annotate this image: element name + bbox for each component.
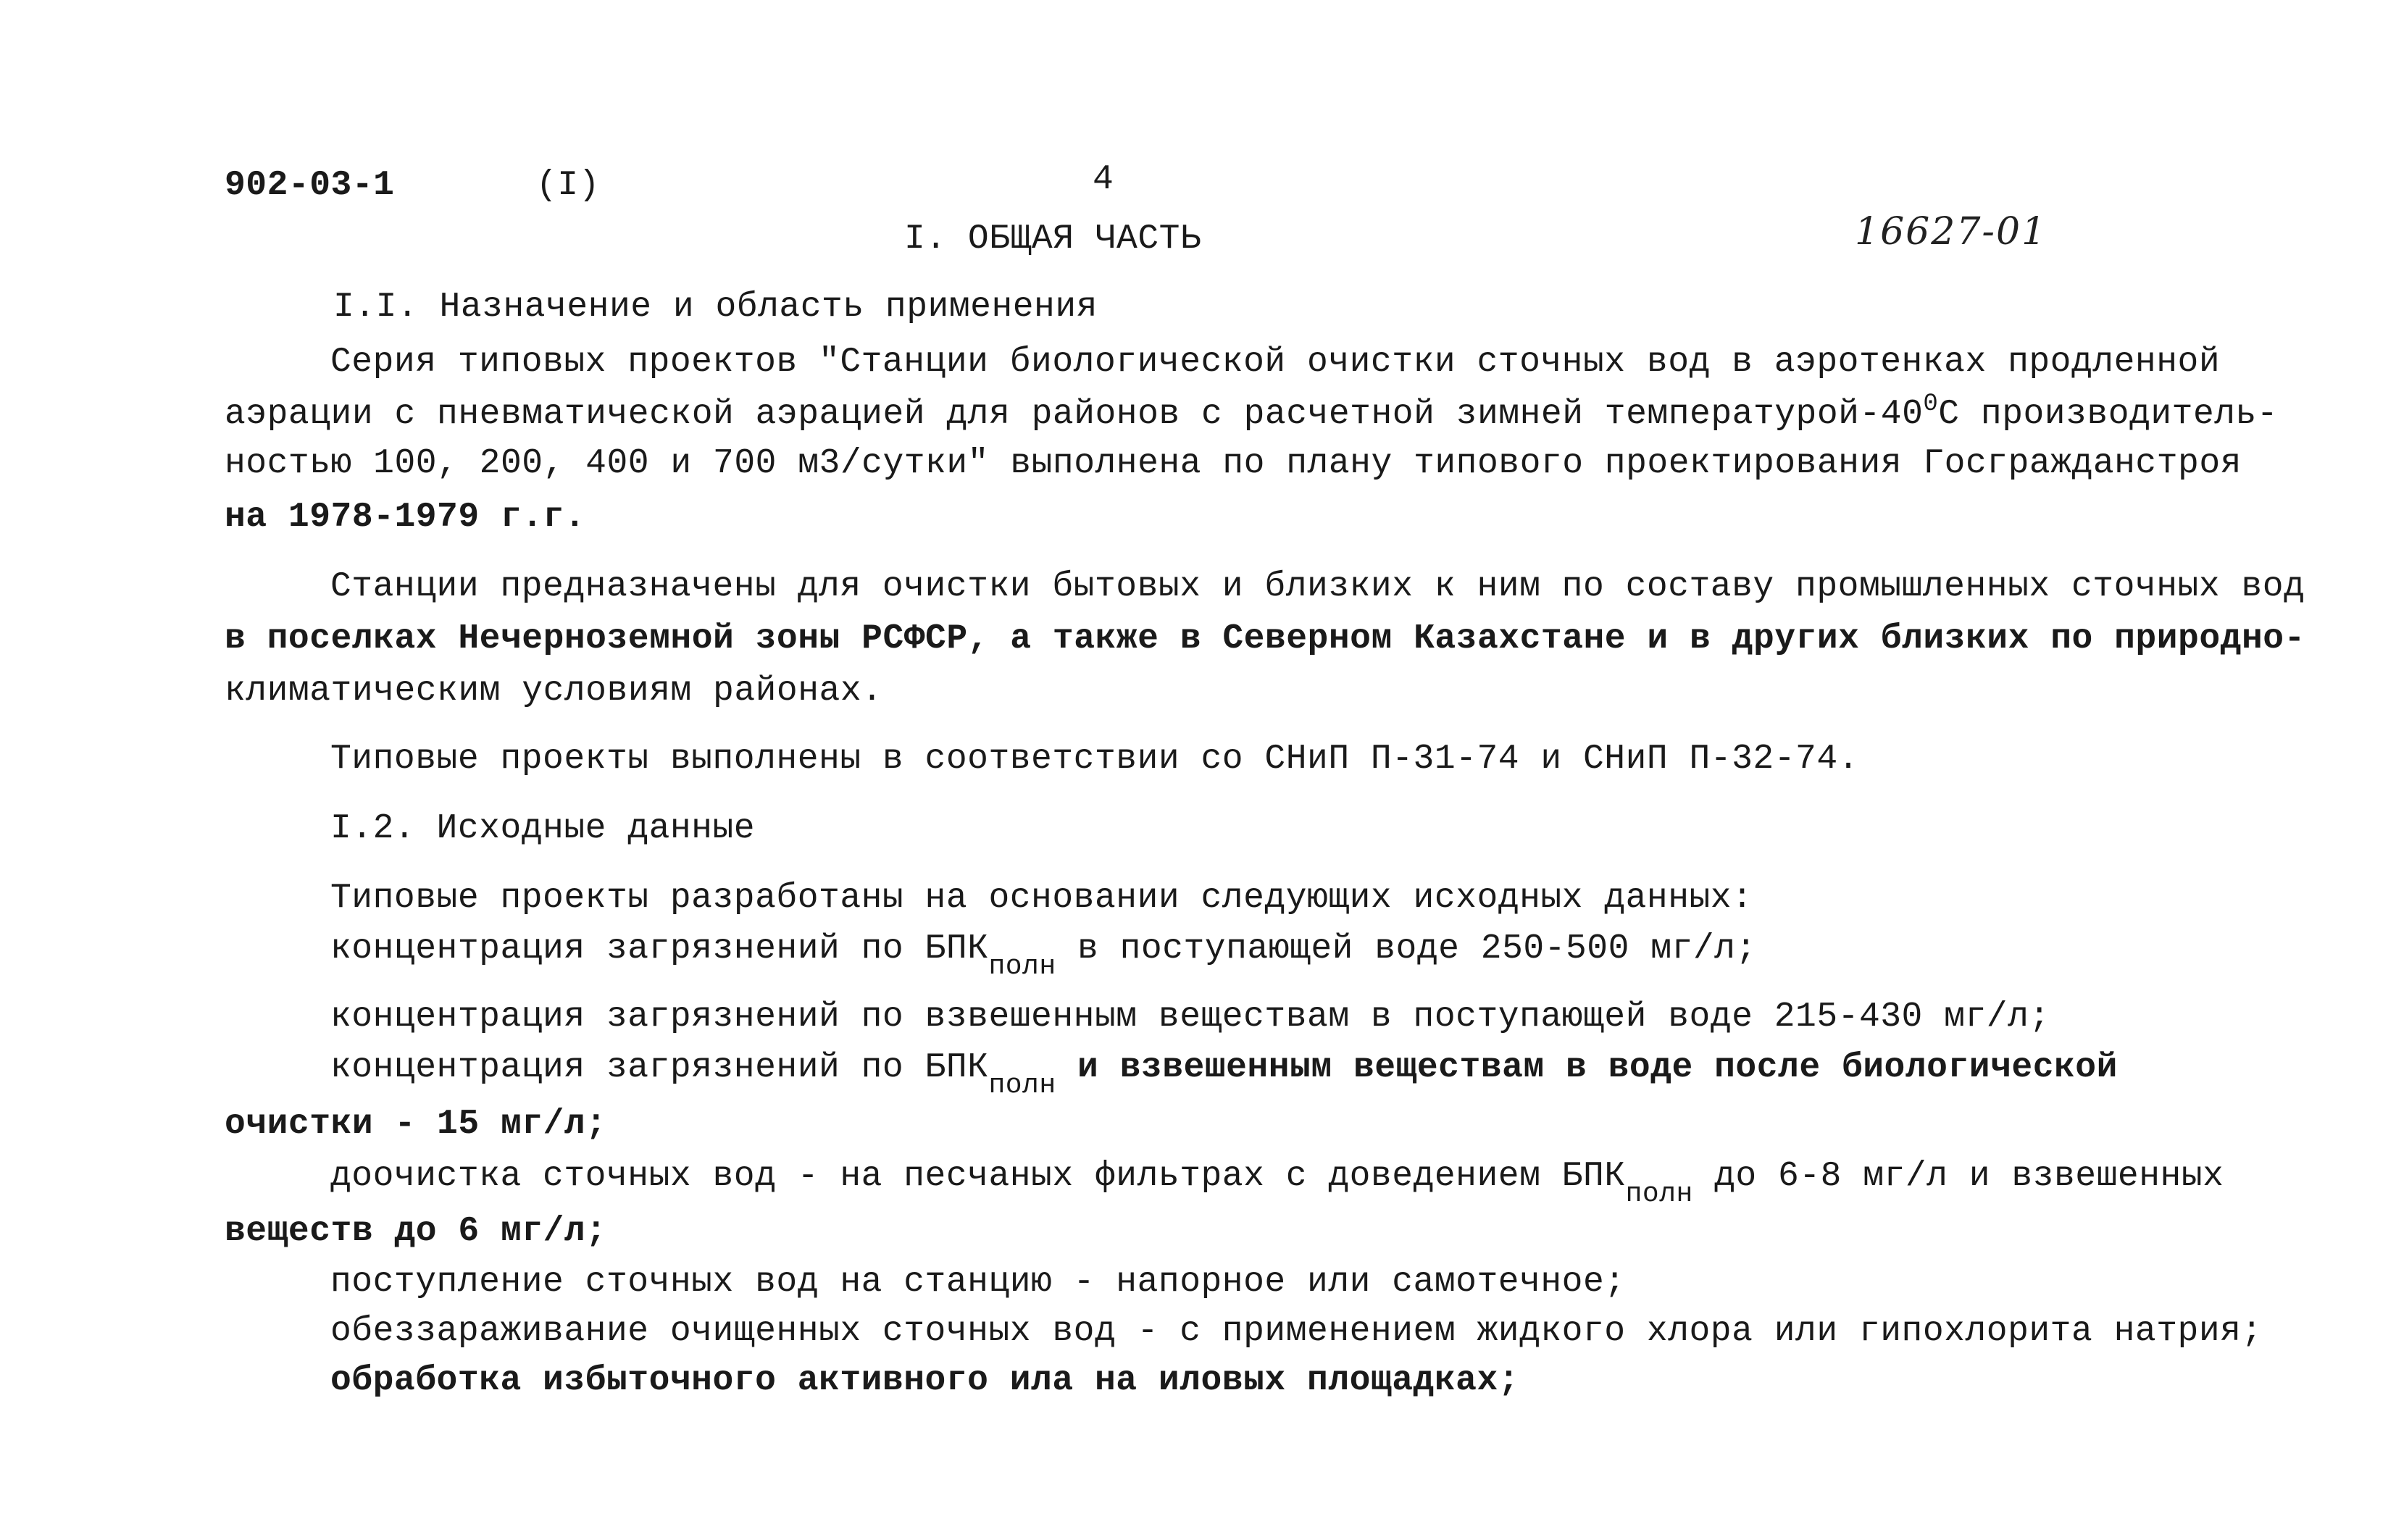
section-title: I. ОБЩАЯ ЧАСТЬ (904, 219, 1202, 259)
doc-code: 902-03-1 (225, 166, 395, 205)
page-number: 4 (1093, 160, 1114, 199)
paragraph-1-line-2 (225, 390, 2279, 434)
item-1-subscript: полн (988, 951, 1056, 982)
item-3-text: концентрация загрязнений по БПК (330, 1048, 989, 1087)
item-1-text-end: в поступающей воде 250-500 мг/л; (1056, 929, 1757, 968)
section-1-1-heading: I.I. Назначение и область применения (333, 288, 1098, 327)
item-1 (330, 929, 1757, 982)
paragraph-3: Типовые проекты выполнены в соответствии со СНиП П-31-74 и СНиП П-32-74. (330, 740, 1859, 779)
item-2: концентрация загрязнений по взвешенным веществам в поступающей воде 215-430 мг/л; (330, 997, 2050, 1037)
item-4-subscript: полн (1625, 1179, 1693, 1210)
paragraph-1-line-2-text: аэрации с пневматической аэрацией для районов с расчетной зимней температурой-40 (225, 395, 1924, 434)
paragraph-2-line-1: Станции предназначены для очистки бытовых и близких к ним по составу промышленных сточных вод (330, 567, 2305, 606)
item-3-subscript: полн (988, 1070, 1056, 1101)
paragraph-2-line-3: климатическим условиям районах. (225, 671, 883, 711)
item-4-continuation: веществ до 6 мг/л; (225, 1212, 607, 1251)
item-7: обработка избыточного активного ила на иловых площадках; (330, 1361, 1520, 1400)
item-3-continuation: очистки - 15 мг/л; (225, 1105, 607, 1144)
item-6: обеззараживание очищенных сточных вод - с применением жидкого хлора или гипохлорита натрия; (330, 1312, 2263, 1351)
item-3 (330, 1048, 2118, 1101)
item-4-text: доочистка сточных вод - на песчаных фильтрах с доведением БПК (330, 1157, 1626, 1196)
paragraph-1-line-3: ностью 100, 200, 400 и 700 м3/сутки" выполнена по плану типового проектирования Госгражданстроя (225, 444, 2242, 483)
paragraph-1-line-4: на 1978-1979 г.г. (225, 498, 586, 537)
paragraph-1-line-1: Серия типовых проектов "Станции биологической очистки сточных вод в аэротенках продленной (330, 343, 2221, 382)
part-number: (I) (536, 166, 600, 205)
item-1-text: концентрация загрязнений по БПК (330, 929, 989, 968)
item-3-text-end: и взвешенным веществам в воде после биологической (1056, 1048, 2118, 1087)
handwritten-number: 16627-01 (1855, 210, 2048, 254)
paragraph-1-line-2-end: С производитель- (1938, 395, 2279, 434)
section-1-2-heading: I.2. Исходные данные (330, 809, 756, 848)
paragraph-2-line-2: в поселках Нечерноземной зоны РСФСР, а также в Северном Казахстане и в других близких по природно- (225, 619, 2305, 658)
degree-superscript: 0 (1923, 390, 1939, 418)
item-4-text-end: до 6-8 мг/л и взвешенных (1692, 1157, 2224, 1196)
item-4 (330, 1157, 2224, 1210)
section-1-2-intro: Типовые проекты разработаны на основании следующих исходных данных: (330, 879, 1753, 918)
item-5: поступление сточных вод на станцию - напорное или самотечное; (330, 1263, 1626, 1302)
